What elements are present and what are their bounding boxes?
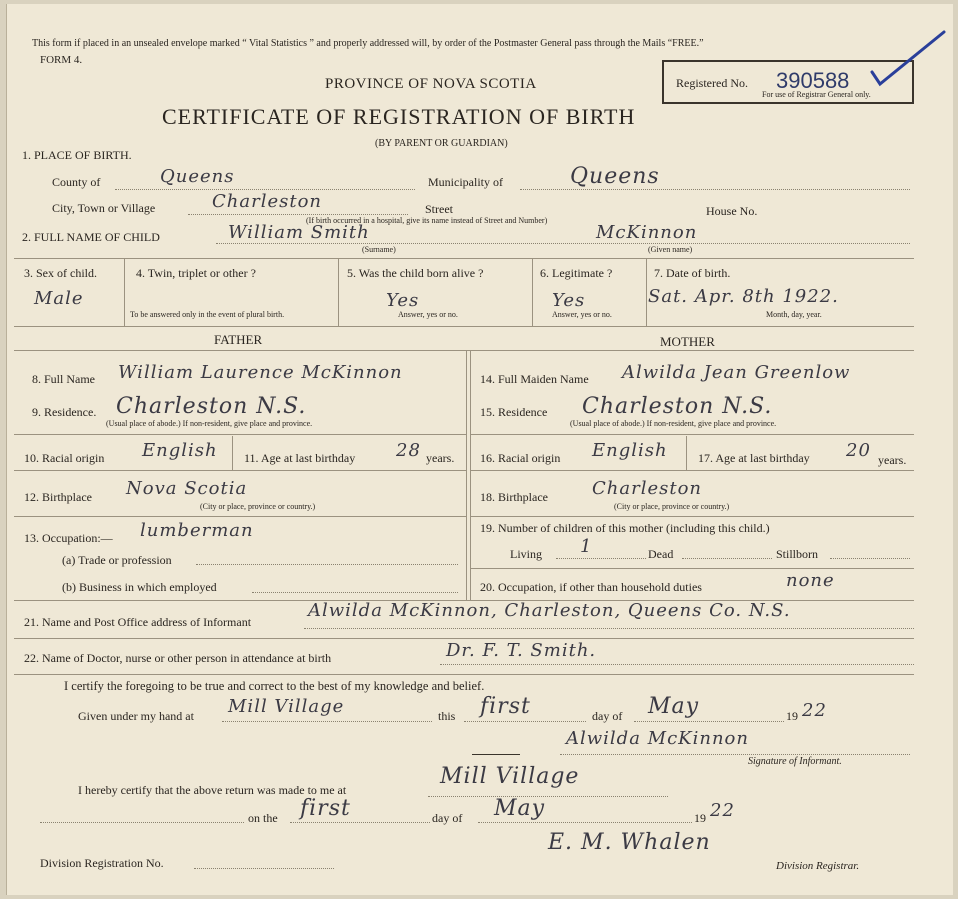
municipality-label: Municipality of [428,175,503,189]
mother-residence: Charleston N.S. [582,394,773,419]
mother-birthplace-label: 18. Birthplace [480,490,548,504]
trade-line [196,564,458,565]
registrar-year-prefix: 19 [694,811,706,825]
registrar-day: first [300,796,351,821]
rule [14,434,466,435]
child-surname: McKinnon [596,222,698,243]
municipality-value: Queens [570,164,660,189]
rule [470,568,914,569]
city-value: Charleston [212,191,323,212]
registered-label: Registered No. [676,76,748,90]
rule [470,470,914,471]
house-number-label: House No. [706,204,758,218]
alive-note: Answer, yes or no. [398,310,458,319]
living-label: Living [510,547,542,561]
given-under-label: Given under my hand at [78,709,194,723]
alive-label: 5. Was the child born alive ? [347,266,484,280]
father-age-label: 11. Age at last birthday [244,451,356,465]
registered-note: For use of Registrar General only. [762,90,871,99]
rule [14,638,914,639]
mother-occupation-label: 20. Occupation, if other than household duties [480,580,702,594]
checkmark-icon [868,28,948,88]
informant-line [304,628,914,629]
stillborn-label: Stillborn [776,547,819,561]
date-label: 7. Date of birth. [654,266,731,280]
legitimate-value: Yes [552,290,586,311]
rule [338,258,339,326]
father-residence-note: (Usual place of abode.) If non-resident, give place and province. [106,419,313,428]
rule [470,516,914,517]
on-the-label: on the [248,811,278,825]
father-occupation-label: 13. Occupation:— [24,531,113,545]
rule [14,470,466,471]
father-birthplace-label: 12. Birthplace [24,490,92,504]
date-note: Month, day, year. [766,310,822,319]
legitimate-note: Answer, yes or no. [552,310,612,319]
mother-years: years. [878,453,907,467]
province-heading: PROVINCE OF NOVA SCOTIA [325,76,537,92]
date-value: Sat. Apr. 8th 1922. [648,286,839,307]
hospital-note: (If birth occurred in a hospital, give its name instead of Street and Number) [306,216,548,225]
certificate-subtitle: (BY PARENT OR GUARDIAN) [375,138,508,149]
rule [232,436,233,470]
given-day: first [480,694,531,719]
father-occupation: lumberman [140,520,254,541]
division-registration-line [194,868,334,869]
children-count-label: 19. Number of children of this mother (including this child.) [480,521,770,535]
child-given-name: William Smith [228,222,370,243]
division-registrar-label: Division Registrar. [776,860,860,872]
rule [472,754,520,755]
child-name-label: 2. FULL NAME OF CHILD [22,230,160,244]
alive-value: Yes [386,290,420,311]
given-place: Mill Village [228,696,345,717]
dead-label: Dead [648,547,674,561]
rule [646,258,647,326]
rule [470,350,471,600]
mother-name: Alwilda Jean Greenlow [622,362,851,383]
county-label: County of [52,175,101,189]
business-label: (b) Business in which employed [62,580,217,594]
given-name-note: (Given name) [648,245,693,254]
father-years: years. [426,451,455,465]
registrar-place: Mill Village [440,764,580,789]
municipality-line [520,189,910,190]
mother-name-label: 14. Full Maiden Name [480,372,589,386]
twin-note: To be answered only in the event of plural birth. [130,310,285,319]
mother-age: 20 [846,440,871,461]
father-age: 28 [396,440,421,461]
registrar-day-line [290,822,430,823]
registrar-year: 22 [710,800,735,821]
father-residence-label: 9. Residence. [32,405,97,419]
mother-residence-label: 15. Residence [480,405,548,419]
rule [14,516,466,517]
father-racial: English [142,440,218,461]
mother-heading: MOTHER [660,334,715,349]
registrar-day-of-label: day of [432,811,463,825]
postal-notice: This form if placed in an unsealed envelope marked “ Vital Statistics ” and properly addressed will, by order of the Postmaster General pass through the Mails “FREE.” [32,38,704,49]
county-value: Queens [160,166,235,187]
trade-label: (a) Trade or profession [62,553,172,567]
certificate-title: CERTIFICATE OF REGISTRATION OF BIRTH [162,104,636,129]
registrar-leading-line [40,822,244,823]
father-name: William Laurence McKinnon [118,362,403,383]
doctor-value: Dr. F. T. Smith. [446,640,597,661]
county-line [115,189,415,190]
registered-number: 390588 [776,68,850,93]
father-name-label: 8. Full Name [32,372,95,386]
rule [470,434,914,435]
certify-statement: I certify the foregoing to be true and correct to the best of my knowledge and belief. [64,679,485,693]
place-of-birth-heading: 1. PLACE OF BIRTH. [22,148,132,162]
registrar-month-line [478,822,692,823]
city-label: City, Town or Village [52,201,156,215]
twin-label: 4. Twin, triplet or other ? [136,266,256,280]
father-residence: Charleston N.S. [116,394,307,419]
informant-signature-line [560,754,910,755]
given-day-line [464,721,586,722]
surname-note: (Surname) [362,245,396,254]
street-label: Street [425,202,453,216]
division-registration-label: Division Registration No. [40,856,164,870]
mother-racial-label: 16. Racial origin [480,451,561,465]
father-heading: FATHER [214,332,263,347]
legitimate-label: 6. Legitimate ? [540,266,613,280]
registrar-signature: E. M. Whalen [548,830,711,855]
rule [466,350,467,600]
mother-occupation: none [786,570,835,591]
given-place-line [222,721,432,722]
informant-value: Alwilda McKinnon, Charleston, Queens Co. N.S. [308,600,791,621]
city-line [188,214,408,215]
doctor-line [440,664,914,665]
rule [124,258,125,326]
rule [532,258,533,326]
mother-racial: English [592,440,668,461]
father-birthplace: Nova Scotia [126,478,248,499]
this-label: this [438,709,456,723]
sex-label: 3. Sex of child. [24,266,97,280]
day-of-label: day of [592,709,623,723]
living-value: 1 [580,536,593,557]
mother-age-label: 17. Age at last birthday [698,451,810,465]
child-name-line [216,243,910,244]
mother-birthplace: Charleston [592,478,703,499]
informant-signature: Alwilda McKinnon [566,728,749,749]
rule [14,350,914,351]
mother-birthplace-note: (City or place, province or country.) [614,502,730,511]
mother-residence-note: (Usual place of abode.) If non-resident, give place and province. [570,419,777,428]
father-birthplace-note: (City or place, province or country.) [200,502,316,511]
sex-value: Male [34,288,84,309]
given-month-line [634,721,784,722]
rule [14,258,914,259]
informant-signature-label: Signature of Informant. [748,756,842,767]
living-line [556,558,646,559]
father-racial-label: 10. Racial origin [24,451,105,465]
rule [14,326,914,327]
given-month: May [648,694,700,719]
form-number: FORM 4. [40,54,83,66]
given-year: 22 [802,700,827,721]
dead-line [682,558,772,559]
rule [14,674,914,675]
doctor-label: 22. Name of Doctor, nurse or other person in attendance at birth [24,651,332,665]
business-line [252,592,458,593]
informant-label: 21. Name and Post Office address of Informant [24,615,252,629]
registrar-month: May [494,796,546,821]
registrar-statement: I hereby certify that the above return was made to me at [78,783,347,797]
rule [686,436,687,470]
registrar-place-line [428,796,668,797]
given-year-prefix: 19 [786,709,798,723]
stillborn-line [830,558,910,559]
